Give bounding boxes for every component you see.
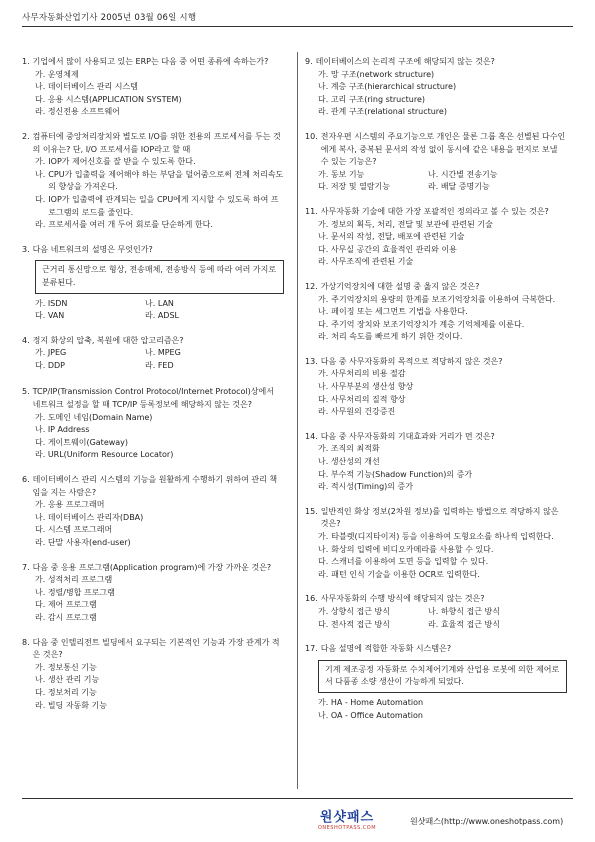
question-text: 다음 중 인텔리전트 빌딩에서 요구되는 기본적인 기능과 가장 관계가 적은 것은? <box>32 637 280 660</box>
question-stem <box>22 131 284 156</box>
answer-option: 나. 사무부분의 생산성 향상 <box>318 382 414 392</box>
question-number: 14. <box>305 431 318 441</box>
option-label: 나. <box>35 169 46 179</box>
answer-option: 가. 성적처리 프로그램 <box>35 575 113 585</box>
answer-option: 라. ADSL <box>145 311 179 321</box>
answer-option: 가. 조직의 최적화 <box>318 444 380 454</box>
question-stem <box>22 335 284 348</box>
option-label: 나. <box>318 544 329 554</box>
answer-option <box>305 544 567 557</box>
answer-option: 다. 정보처리 기능 <box>35 687 97 697</box>
answer-option <box>22 194 284 219</box>
question-number: 12. <box>305 281 318 291</box>
answer-option: 가. 정보의 획득, 처리, 전달 및 보관에 관련된 기술 <box>318 219 493 229</box>
answer-option: 다. 저장 및 열람기능 <box>318 182 390 192</box>
question-stem <box>305 356 567 369</box>
question-stem <box>305 643 567 656</box>
option-label: 라. <box>318 332 329 342</box>
question-stem <box>305 206 567 219</box>
question-number: 13. <box>305 356 318 366</box>
answer-option: 라. 적시성(Timing)의 증가 <box>318 482 413 492</box>
answer-option: 다. 사무실 공간의 효율적인 관리와 이용 <box>318 244 457 254</box>
answer-option: 나. 생산 관리 기능 <box>35 675 100 685</box>
answer-option: 라. FED <box>145 360 174 370</box>
answer-option <box>22 169 284 194</box>
answer-option: 가. 정보통신 기능 <box>35 662 97 672</box>
option-text: 화상의 입력에 비디오카메라를 사용할 수 있다. <box>331 544 494 554</box>
answer-option: 라. 사무원의 건강증진 <box>318 407 396 417</box>
question-number: 4. <box>22 335 30 345</box>
answer-option: 라. 관계 구조(relational structure) <box>318 107 447 117</box>
answer-option-row <box>305 619 567 632</box>
question <box>305 206 567 269</box>
option-text: 타블렛(디지타이저) 등을 이용하여 도형요소를 하나씩 입력한다. <box>331 532 554 541</box>
question <box>305 506 567 582</box>
question <box>305 431 567 494</box>
question-number: 17. <box>305 644 318 654</box>
question-number: 10. <box>305 131 318 141</box>
answer-option <box>22 156 284 169</box>
question-stem <box>22 474 284 499</box>
answer-option-row <box>22 347 284 360</box>
option-text: 처리 속도를 빠르게 하기 위한 것이다. <box>331 332 463 342</box>
answer-option: 나. 계층 구조(hierarchical structure) <box>318 82 457 92</box>
question-number: 2. <box>22 131 30 141</box>
answer-option: 가. 망 구조(network structure) <box>318 69 435 79</box>
answer-option: 나. MPEG <box>145 348 181 358</box>
question-text: 가상기억장치에 대한 설명 중 옳지 않은 것은? <box>320 281 480 291</box>
answer-option: 가. 운영체제 <box>35 69 79 79</box>
answer-option-row <box>22 310 284 323</box>
answer-option: 라. 사무조직에 관련된 기술 <box>318 257 414 267</box>
question <box>305 281 567 344</box>
answer-option: 다. 전사적 접근 방식 <box>318 619 390 629</box>
question-number: 1. <box>22 57 30 66</box>
question <box>22 562 284 625</box>
logo-subtext: ONESHOTPASS.COM <box>317 825 377 831</box>
option-label: 가. <box>35 157 46 167</box>
answer-option: 라. 빌딩 자동화 기능 <box>35 700 107 710</box>
question-number: 5. <box>22 387 30 397</box>
question <box>22 386 284 462</box>
option-label: 나. <box>318 307 329 317</box>
oneshotpass-logo <box>302 806 392 836</box>
question-text: 데이터베이스의 논리적 구조에 해당되지 않는 것은? <box>315 57 495 66</box>
answer-option <box>305 294 567 307</box>
answer-option-row <box>22 298 284 311</box>
answer-option: 라. 배달 증명기능 <box>428 182 490 192</box>
answer-option: 다. VAN <box>35 311 65 321</box>
answer-option <box>305 531 567 544</box>
option-label: 라. <box>318 569 329 579</box>
question-passage-box: 근거리 통신망으로 형상, 전송매체, 전송방식 등에 따라 여러 가지로 분류된다. <box>35 260 284 293</box>
question-number: 11. <box>305 206 318 216</box>
answer-option: 나. 문서의 작성, 전달, 배포에 관련된 기술 <box>318 232 465 242</box>
question-text: 컴퓨터에 중앙처리장치와 별도로 I/O를 위한 전용의 프로세서를 두는 것의 이유는? 단, I/O 프로세서를 IOP라고 할 때 <box>32 131 281 154</box>
answer-option: 가. 동보 기능 <box>318 169 365 179</box>
question-stem <box>305 593 567 606</box>
option-text: 페이징 또는 세그먼트 기법을 사용한다. <box>331 307 468 317</box>
question-number: 9. <box>305 57 313 66</box>
answer-option <box>305 569 567 582</box>
question-number: 16. <box>305 594 318 604</box>
answer-option: 가. 사무처리의 비용 절감 <box>318 369 406 379</box>
option-text: CPU가 입출력을 제어해야 하는 부담을 덜어줌으로써 전체 처리속도의 향상을 가져온다. <box>48 169 284 192</box>
option-label: 다. <box>318 319 329 329</box>
answer-option-row <box>305 181 567 194</box>
footer-rule <box>22 798 573 799</box>
question-text: TCP/IP(Transmission Control Protocol/Internet Protocol)상에서 네트워크 설정을 할 때 TCP/IP 등록정보에 해당하지 않는 것은? <box>32 387 277 410</box>
question-text: 정지 화상의 압축, 복원에 대한 압고리즘은? <box>32 335 184 345</box>
answer-option: 가. JPEG <box>35 348 67 358</box>
answer-option: 나. 데이터베이스 관리자(DBA) <box>35 512 144 522</box>
question-stem <box>305 131 567 169</box>
answer-option <box>305 306 567 319</box>
question <box>305 643 567 722</box>
question-number: 3. <box>22 244 30 254</box>
answer-option: 나. OA - Office Automation <box>318 710 423 720</box>
answer-option <box>305 319 567 332</box>
answer-option: 다. 부수적 기능(Shadow Function)의 증가 <box>318 469 473 479</box>
question-text: 다음 중 사무자동화의 기대효과와 거리가 먼 것은? <box>320 431 495 441</box>
question-text: 데이터베이스 관리 시스템의 기능을 원활하게 수행하기 위하여 관리 책임을 지는 사람은? <box>32 475 278 497</box>
question <box>305 56 567 119</box>
question-stem <box>305 56 567 69</box>
question-passage-box: 기계 제조공정 자동화로 수치제어기계와 산업용 로봇에 의한 제어로서 다품종 소량 생산이 가능하게 되었다. <box>318 660 567 693</box>
question-text: 다음 중 사무자동화의 목적으로 적당하지 않은 것은? <box>320 356 503 366</box>
question-number: 15. <box>305 506 318 516</box>
answer-option: 라. 정신전용 소프트웨어 <box>35 107 120 117</box>
answer-option: 다. 사무처리의 질적 향상 <box>318 394 406 404</box>
answer-option: 가. 도메인 네임(Domain Name) <box>35 412 153 422</box>
answer-option: 나. 데이터베이스 관리 시스템 <box>35 82 138 92</box>
question <box>305 356 567 419</box>
option-label: 다. <box>318 557 329 567</box>
answer-option <box>305 556 567 569</box>
answer-option: 가. ISDN <box>35 298 68 308</box>
option-text: 스캐너를 이용하여 도면 등을 입력할 수 있다. <box>331 557 489 567</box>
answer-option: 가. HA - Home Automation <box>318 697 424 707</box>
option-label: 다. <box>35 194 46 204</box>
answer-option: 나. 생산성의 개선 <box>318 457 380 467</box>
question-stem <box>22 244 284 257</box>
answer-option-row <box>22 360 284 373</box>
option-text: 프로세서를 여러 개 두어 회로를 단순하게 한다. <box>48 220 213 230</box>
left-column <box>22 56 284 712</box>
option-label: 가. <box>318 294 329 304</box>
question-stem <box>305 431 567 444</box>
exam-header: 사무자동화산업기사 2005년 03월 06일 시행 <box>22 13 197 23</box>
answer-option: 다. DDP <box>35 360 65 370</box>
question <box>22 244 284 323</box>
question <box>22 637 284 713</box>
logo-text: 원샷패스 <box>319 810 375 825</box>
option-label: 가. <box>318 532 329 541</box>
answer-option: 다. 고리 구조(ring structure) <box>318 94 426 104</box>
question-text: 다음 중 응용 프로그램(Application program)에 가장 가까운 것은? <box>32 562 272 572</box>
question-stem <box>22 386 284 411</box>
question-number: 8. <box>22 637 30 647</box>
question-text: 사무자동화 기술에 대한 가장 포괄적인 정의라고 볼 수 있는 것은? <box>320 206 549 216</box>
site-url: 원샷패스(http://www.oneshotpass.com) <box>410 817 564 826</box>
column-divider <box>297 52 298 789</box>
right-column <box>305 56 567 722</box>
header-rule <box>22 26 573 27</box>
answer-option: 나. 시간별 전송기능 <box>428 169 498 179</box>
option-text: 패턴 인식 기술을 이용한 OCR로 입력한다. <box>331 569 480 579</box>
answer-option: 나. 정렬/병합 프로그램 <box>35 587 115 597</box>
question-text: 다음 네트워크의 설명은 무엇인가? <box>32 244 153 254</box>
answer-option: 가. 상향식 접근 방식 <box>318 606 390 616</box>
answer-option: 나. 하향식 접근 방식 <box>428 606 500 616</box>
question-text: 전자우편 시스템의 주요기능으로 개인은 물론 그룹 혹은 선별된 다수인에게 복사, 중복된 문서의 작성 없이 동시에 같은 내용을 편지로 보낼 수 있는 기능은? <box>320 131 566 167</box>
question-number: 7. <box>22 562 30 572</box>
answer-option-row <box>305 169 567 182</box>
answer-option-row <box>305 606 567 619</box>
answer-option: 라. 감시 프로그램 <box>35 612 97 622</box>
question <box>22 474 284 550</box>
question-text: 다음 설명에 적합한 자동화 시스템은? <box>320 644 452 654</box>
option-text: 주기억장치의 용량의 한계를 보조기억장치를 이용하여 극복한다. <box>331 294 556 304</box>
answer-option: 라. URL(Uniform Resource Locator) <box>35 450 174 460</box>
question-text: 사무자동화의 수행 방식에 해당되지 않는 것은? <box>320 594 485 604</box>
answer-option: 다. 게이트웨이(Gateway) <box>35 437 129 447</box>
answer-option: 라. 단말 사용자(end-user) <box>35 538 131 547</box>
question <box>22 335 284 373</box>
answer-option: 다. 시스템 프로그래머 <box>35 525 113 535</box>
answer-option: 라. 효율적 접근 방식 <box>428 619 500 629</box>
answer-option <box>305 331 567 344</box>
option-text: 주기억 장치와 보조기억장치가 계층 기억체제를 이룬다. <box>331 319 525 329</box>
question <box>305 131 567 194</box>
question-stem <box>305 281 567 294</box>
question <box>305 593 567 631</box>
option-text: IOP가 입출력에 관계되는 일을 CPU에게 지시할 수 있도록 하여 프로그램의 로드를 줄인다. <box>48 194 279 217</box>
question-text: 일반적인 화상 정보(2차원 정보)를 입력하는 방법으로 적당하지 않은 것은? <box>320 506 562 529</box>
answer-option: 가. 응용 프로그래머 <box>35 500 105 510</box>
question-number: 6. <box>22 475 30 485</box>
answer-option: 나. IP Address <box>35 425 90 435</box>
question-stem <box>22 562 284 575</box>
option-label: 라. <box>35 220 46 230</box>
question-stem <box>305 506 567 531</box>
answer-option <box>22 219 284 232</box>
question <box>22 131 284 232</box>
question-stem <box>22 637 284 662</box>
question <box>22 56 284 119</box>
question-stem <box>22 56 284 69</box>
answer-option: 다. 응용 시스템(APPLICATION SYSTEM) <box>35 94 182 104</box>
answer-option: 나. LAN <box>145 298 174 308</box>
answer-option: 다. 제어 프로그램 <box>35 600 97 610</box>
option-text: IOP가 제어신호를 잘 받을 수 있도록 한다. <box>48 157 196 167</box>
question-text: 기업에서 많이 사용되고 있는 ERP는 다음 중 어떤 종류에 속하는가? <box>32 57 269 66</box>
